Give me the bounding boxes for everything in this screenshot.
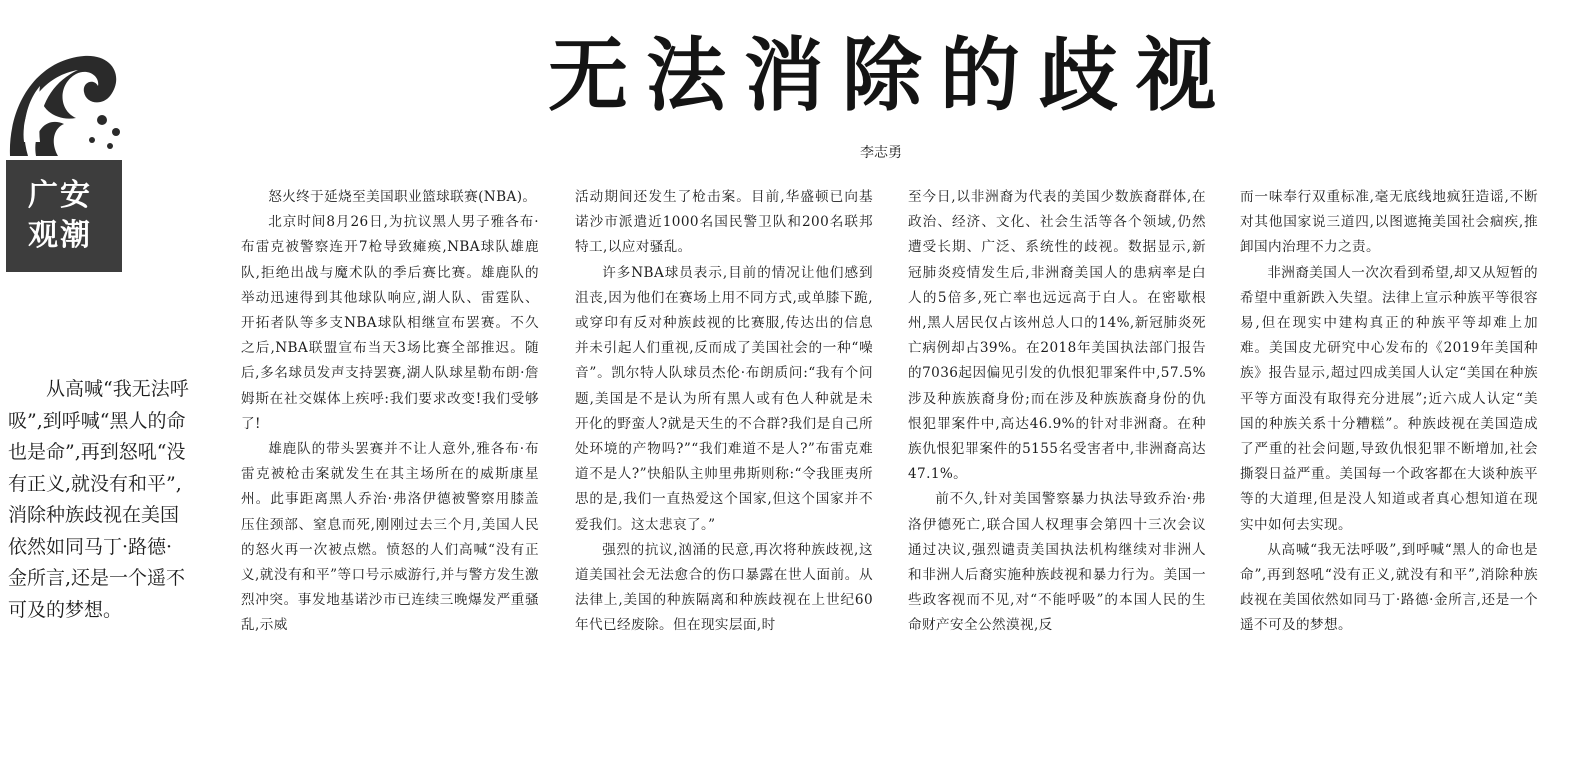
paragraph: 从高喊“我无法呼吸”,到呼喊“黑人的命也是命”,再到怒吼“没有正义,就没有和平”,消除种族歧视在美国依然如同马丁·路德·金所言,还是一个遥不可及的梦想。 bbox=[1240, 541, 1538, 634]
paragraph: 非洲裔美国人一次次看到希望,却又从短暂的希望中重新跌入失望。法律上宣示种族平等很容易,但在现实中建构真正的种族平等却难上加难。美国皮尤研究中心发布的《2019年美国种族》报告显示,超过四成美国人认定“美国在种族平等方面没有取得充分进展”;近六成人认定“美国的种族关系十分糟糕”。种族歧视在美国造成了严重的社会问题,导致仇恨犯罪不断增加,社会撕裂日益严重。美国每一个政客都在大谈种族平等的大道理,但是没人知道或者真心想知道在现实中如何去实现。 bbox=[1240, 264, 1538, 533]
paragraph: 强烈的抗议,汹涌的民意,再次将种族歧视,这道美国社会无法愈合的伤口暴露在世人面前。从法律上,美国的种族隔离和种族歧视在上世纪60年代已经废除。但在现实层面,时 bbox=[575, 541, 873, 634]
paragraph: 雄鹿队的带头罢赛并不让人意外,雅各布·布雷克被枪击案就发生在其主场所在的威斯康星州。此事距离黑人乔治·弗洛伊德被警察用膝盖压住颈部、窒息而死,刚刚过去三个月,美国人民的怒火再一次被点燃。愤怒的人们高喊“没有正义,就没有和平”等口号示威游行,并与警方发生激烈冲突。事发地基诺沙市已连续三晚爆发严重骚乱,示威 bbox=[241, 441, 539, 634]
article-column-2 bbox=[575, 185, 873, 639]
paragraph: 北京时间8月26日,为抗议黑人男子雅各布·布雷克被警察连开7枪导致瘫痪,NBA球队雄鹿队,拒绝出战与魔术队的季后赛比赛。雄鹿队的举动迅速得到其他球队响应,湖人队、雷霆队、开拓者队等多支NBA球队相继宣布罢赛。不久之后,NBA联盟宣布当天3场比赛全部推迟。随后,多名球员发声支持罢赛,湖人队球星勒布朗·詹姆斯在社交媒体上疾呼:我们要求改变!我们受够了! bbox=[241, 214, 539, 432]
paragraph: 前不久,针对美国警察暴力执法导致乔治·弗洛伊德死亡,联合国人权理事会第四十三次会议通过决议,强烈谴责美国执法机构继续对非洲人和非洲人后裔实施种族歧视和暴力行为。美国一些政客视而不见,对“不能呼吸”的本国人民的生命财产安全公然漠视,反 bbox=[908, 491, 1206, 634]
column-tag-line1: 广安 bbox=[28, 178, 92, 213]
paragraph: 怒火终于延烧至美国职业篮球联赛(NBA)。 bbox=[268, 189, 537, 205]
pull-quote bbox=[8, 374, 190, 626]
column-tag-line2: 观潮 bbox=[28, 218, 92, 253]
wave-logo-icon bbox=[6, 46, 124, 158]
pull-quote-text: 从高喊“我无法呼吸”,到呼喊“黑人的命也是命”,再到怒吼“没有正义,就没有和平”,消除种族歧视在美国依然如同马丁·路德·金所言,还是一个遥不可及的梦想。 bbox=[8, 378, 189, 621]
article-column-4 bbox=[1240, 185, 1538, 639]
paragraph-continued: 活动期间还发生了枪击案。目前,华盛顿已向基诺沙市派遣近1000名国民警卫队和200名联邦特工,以应对骚乱。 bbox=[575, 189, 873, 256]
article-column-1 bbox=[241, 185, 539, 639]
article-column-3 bbox=[908, 185, 1206, 639]
column-tag bbox=[6, 160, 122, 272]
headline: 无法消除的歧视 bbox=[548, 29, 1234, 122]
byline: 李志勇 bbox=[860, 145, 902, 161]
paragraph-continued: 而一味奉行双重标准,毫无底线地疯狂造谣,不断对其他国家说三道四,以图遮掩美国社会痼疾,推卸国内治理不力之责。 bbox=[1240, 189, 1538, 256]
paragraph: 许多NBA球员表示,目前的情况让他们感到沮丧,因为他们在赛场上用不同方式,或单膝下跪,或穿印有反对种族歧视的比赛服,传达出的信息并未引起人们重视,反而成了美国社会的一种“噪音”。凯尔特人队球员杰伦·布朗质问:“我有个问题,美国是不是认为所有黑人或有色人种就是未开化的野蛮人?就是天生的不合群?我们是自己所处环境的产物吗?”“我们难道不是人?”布雷克难道不是人?”快船队主帅里弗斯则称:“令我匪夷所思的是,我们一直热爱这个国家,但这个国家并不爱我们。这太悲哀了。” bbox=[575, 264, 873, 533]
paragraph-continued: 至今日,以非洲裔为代表的美国少数族裔群体,在政治、经济、文化、社会生活等各个领域,仍然遭受长期、广泛、系统性的歧视。数据显示,新冠肺炎疫情发生后,非洲裔美国人的患病率是白人的5倍多,死亡率也远远高于白人。在密歇根州,黑人居民仅占该州总人口的14%,新冠肺炎死亡病例却占39%。在2018年美国执法部门报告的7036起因偏见引发的仇恨犯罪案件中,57.5%涉及种族族裔身份;而在涉及种族族裔身份的仇恨犯罪案件中,高达46.9%的针对非洲裔。在种族仇恨犯罪案件的5155名受害者中,非洲裔高达47.1%。 bbox=[908, 189, 1206, 483]
